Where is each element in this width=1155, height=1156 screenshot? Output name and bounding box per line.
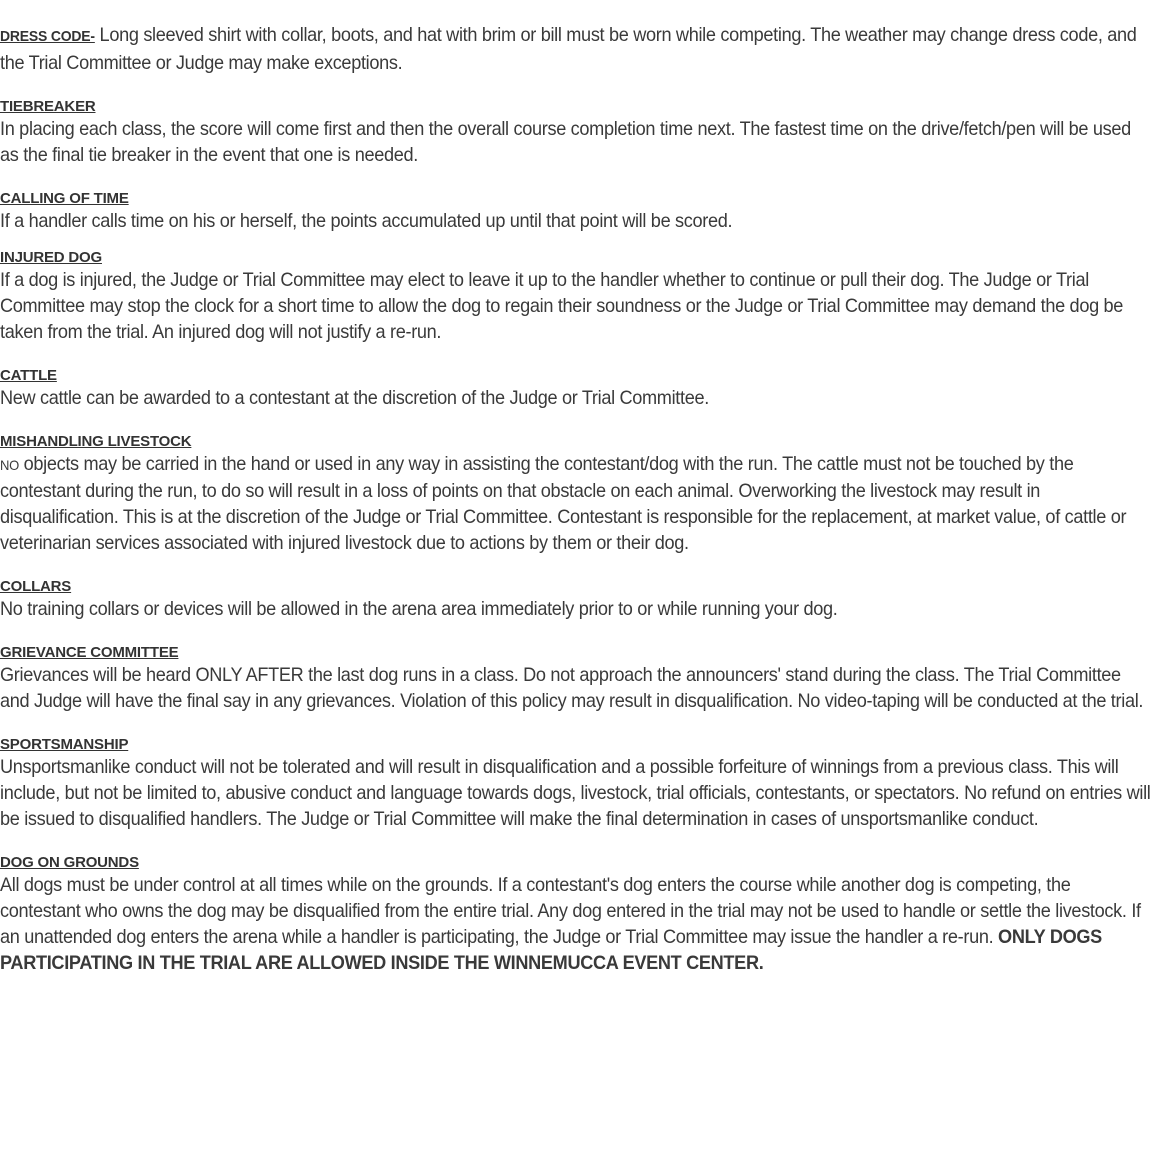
tiebreaker-heading: TIEBREAKER bbox=[0, 98, 96, 115]
calling-of-time-heading: CALLING OF TIME bbox=[0, 190, 129, 207]
injured-dog-heading: INJURED DOG bbox=[0, 249, 102, 266]
section-injured-dog bbox=[0, 249, 1153, 345]
spacer bbox=[0, 832, 1153, 854]
collars-text: No training collars or devices will be allowed in the arena area immediately prior to or while running your dog. bbox=[0, 598, 838, 620]
dress-code-text: Long sleeved shirt with collar, boots, and hat with brim or bill must be worn while competing. The weather may change dress code, and the Trial Committee or Judge may make exceptions. bbox=[0, 24, 1137, 74]
section-cattle bbox=[0, 367, 1153, 411]
spacer bbox=[0, 556, 1153, 578]
section-collars bbox=[0, 578, 1153, 622]
calling-of-time-text: If a handler calls time on his or herself, the points accumulated up until that point will be scored. bbox=[0, 210, 733, 232]
sportsmanship-text: Unsportsmanlike conduct will not be tolerated and will result in disqualification and a possible forfeiture of winnings from a previous class. This will include, but not be limited to, abusive conduct and language towards dogs, livestock, trial officials, contestants, or spectators. No refund on entries will be issued to disqualified handlers. The Judge or Trial Committee will make the final determination in cases of unsportsmanlike conduct. bbox=[0, 756, 1151, 830]
spacer bbox=[0, 411, 1153, 433]
section-calling-of-time bbox=[0, 190, 1153, 234]
grievance-committee-heading: GRIEVANCE COMMITTEE bbox=[0, 644, 179, 661]
rules-document bbox=[0, 22, 1153, 976]
spacer bbox=[0, 76, 1153, 98]
section-dress-code bbox=[0, 22, 1153, 76]
dog-on-grounds-heading: DOG ON GROUNDS bbox=[0, 854, 139, 871]
injured-dog-text: If a dog is injured, the Judge or Trial Committee may elect to leave it up to the handler whether to continue or pull their dog. The Judge or Trial Committee may stop the clock for a short time to allow the dog to regain their soundness or the Judge or Trial Committee may demand the dog be taken from the trial. An injured dog will not justify a re-run. bbox=[0, 269, 1124, 343]
cattle-text: New cattle can be awarded to a contestant at the discretion of the Judge or Trial Committee. bbox=[0, 387, 709, 409]
mishandling-livestock-lead: NO bbox=[0, 457, 19, 473]
spacer bbox=[0, 234, 1153, 249]
spacer bbox=[0, 168, 1153, 190]
section-mishandling-livestock bbox=[0, 433, 1153, 556]
spacer bbox=[0, 622, 1153, 644]
mishandling-livestock-heading: MISHANDLING LIVESTOCK bbox=[0, 433, 192, 450]
spacer bbox=[0, 345, 1153, 367]
section-tiebreaker bbox=[0, 98, 1153, 168]
mishandling-livestock-text: objects may be carried in the hand or used in any way in assisting the contestant/dog with the run. The cattle must not be touched by the contestant during the run, to do so will result in a loss of points on that obstacle on each animal. Overworking the livestock may result in disqualification. This is at the discretion of the Judge or Trial Committee. Contestant is responsible for the replacement, at market value, of cattle or veterinarian services associated with injured livestock due to actions by them or their dog. bbox=[0, 453, 1127, 554]
tiebreaker-text: In placing each class, the score will come first and then the overall course completion time next. The fastest time on the drive/fetch/pen will be used as the final tie breaker in the event that one is needed. bbox=[0, 118, 1131, 166]
section-dog-on-grounds bbox=[0, 854, 1153, 976]
dog-on-grounds-text: All dogs must be under control at all times while on the grounds. If a contestant's dog enters the course while another dog is competing, the contestant who owns the dog may be disqualified from the entire trial. Any dog entered in the trial may not be used to handle or settle the livestock. If an unattended dog enters the arena while a handler is participating, the Judge or Trial Committee may issue the handler a re-run. bbox=[0, 874, 1141, 948]
collars-heading: COLLARS bbox=[0, 578, 72, 595]
dress-code-heading: DRESS CODE- bbox=[0, 28, 95, 45]
dog-on-grounds-emphasis: ONLY DOGS PARTICIPATING IN THE TRIAL ARE ALLOWED INSIDE THE WINNEMUCCA EVENT CENTER. bbox=[0, 926, 1102, 974]
grievance-committee-text: Grievances will be heard ONLY AFTER the last dog runs in a class. Do not approach the announcers' stand during the class. The Trial Committee and Judge will have the final say in any grievances. Violation of this policy may result in disqualification. No video-taping will be conducted at the trial. bbox=[0, 664, 1144, 712]
section-grievance-committee bbox=[0, 644, 1153, 714]
sportsmanship-heading: SPORTSMANSHIP bbox=[0, 736, 129, 753]
section-sportsmanship bbox=[0, 736, 1153, 832]
cattle-heading: CATTLE bbox=[0, 367, 57, 384]
spacer bbox=[0, 714, 1153, 736]
